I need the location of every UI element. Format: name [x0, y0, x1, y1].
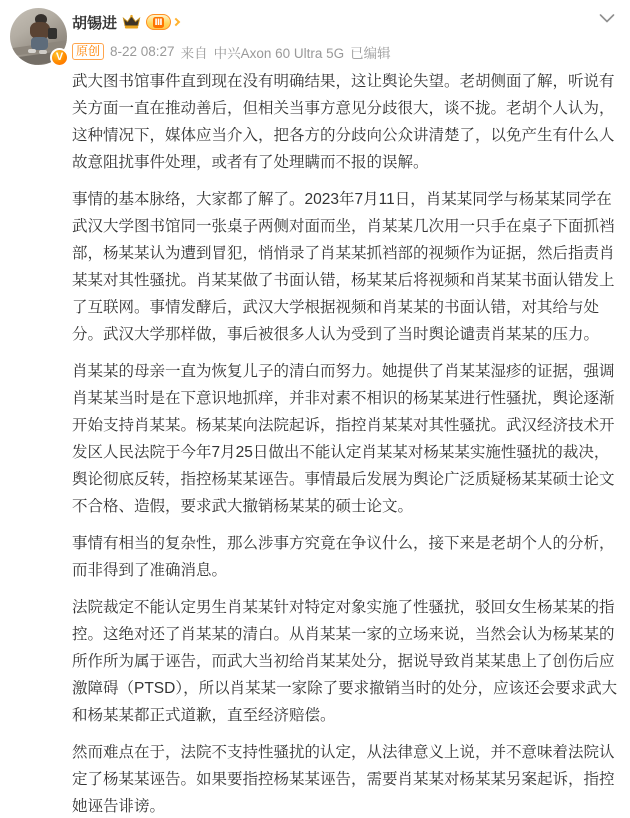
vip-level-badge[interactable]: [146, 14, 179, 30]
source-from-label: 来自: [180, 45, 208, 61]
post-paragraph: 肖某某的母亲一直为恢复儿子的清白而努力。她提供了肖某某湿疹的证据，强调肖某某当时是在下意识地抓痒，并非对素不相识的杨某某进行性骚扰，舆论逐渐开始支持肖某某。杨某某向法院起诉，指控肖某某对其性骚扰。武汉经济技术开发区人民法院于今年7月25日做出不能认定肖某某对杨某某实施性骚扰的裁决，舆论彻底反转，指控杨某某诬告。事情最后发展为舆论广泛质疑杨某某硕士论文不合格、造假，要求武大撤销杨某某的硕士论文。: [72, 363, 615, 515]
post-source-device[interactable]: 中兴Axon 60 Ultra 5G: [213, 45, 345, 61]
username[interactable]: 胡锡进: [72, 14, 118, 32]
post-paragraph: 事情有相当的复杂性，那么涉事方究竟在争议什么，接下来是老胡个人的分析，而非得到了准确消息。: [72, 535, 615, 579]
collapse-post-button[interactable]: [597, 10, 617, 26]
avatar-photo-detail: [48, 28, 57, 39]
vip-level-label: Ⅲ: [154, 16, 163, 27]
original-badge: 原创: [72, 43, 104, 60]
vip-badge-tail-icon: [172, 18, 180, 26]
avatar-photo-detail: [28, 49, 36, 53]
post-paragraph: 武大图书馆事件直到现在没有明确结果，这让舆论失望。老胡侧面了解，听说有关方面一直在推动善后，但相关当事方意见分歧很大，谈不拢。老胡个人认为，这种情况下，媒体应当介入，把各方的分歧向公众讲清楚了，以免产生有什么人故意阻扰事件处理，或者有了处理瞒而不报的误解。: [72, 73, 615, 171]
post-paragraph: 事情的基本脉络，大家都了解了。2023年7月11日，肖某某同学与杨某某同学在武汉大学图书馆同一张桌子两侧对面而坐，肖某某几次用一只手在桌子下面抓裆部，杨某某认为遭到冒犯，悄悄录了肖某某抓裆部的视频作为证据，然后指责肖某某对其性骚扰。肖某某做了书面认错，杨某某后将视频和肖某某书面认错发上了互联网。事情发酵后，武汉大学根据视频和肖某某的书面认错，对其给与处分。武汉大学那样做，事后被很多人认为受到了当时舆论谴责肖某某的压力。: [72, 191, 615, 343]
avatar[interactable]: [10, 8, 67, 65]
post-content: [72, 68, 620, 818]
edited-label: 已编辑: [350, 45, 391, 61]
avatar-photo-detail: [39, 50, 47, 54]
post-header: [72, 12, 391, 60]
post-timestamp: 8-22 08:27: [110, 44, 175, 59]
chevron-down-icon: [599, 14, 615, 23]
vip-crown-icon[interactable]: [122, 14, 141, 30]
post-paragraph: 然而难点在于，法院不支持性骚扰的认定，从法律意义上说，并不意味着法院认定了杨某某诬告。如果要指控杨某某诬告，需要肖某某对杨某某另案起诉，指控她诬告诽谤。: [72, 744, 615, 815]
verified-v-icon: V: [50, 48, 69, 67]
post-paragraph: 法院裁定不能认定男生肖某某针对特定对象实施了性骚扰，驳回女生杨某某的指控。这绝对还了肖某某的清白。从肖某某一家的立场来说，当然会认为杨某某的所作所为属于诬告，而武大当初给肖某某处分，据说导致肖某某患上了创伤后应激障碍（PTSD），所以肖某某一家除了要求撤销当时的处分，应该还会要求武大和杨某某都正式道歉，直至经济赔偿。: [72, 599, 618, 724]
